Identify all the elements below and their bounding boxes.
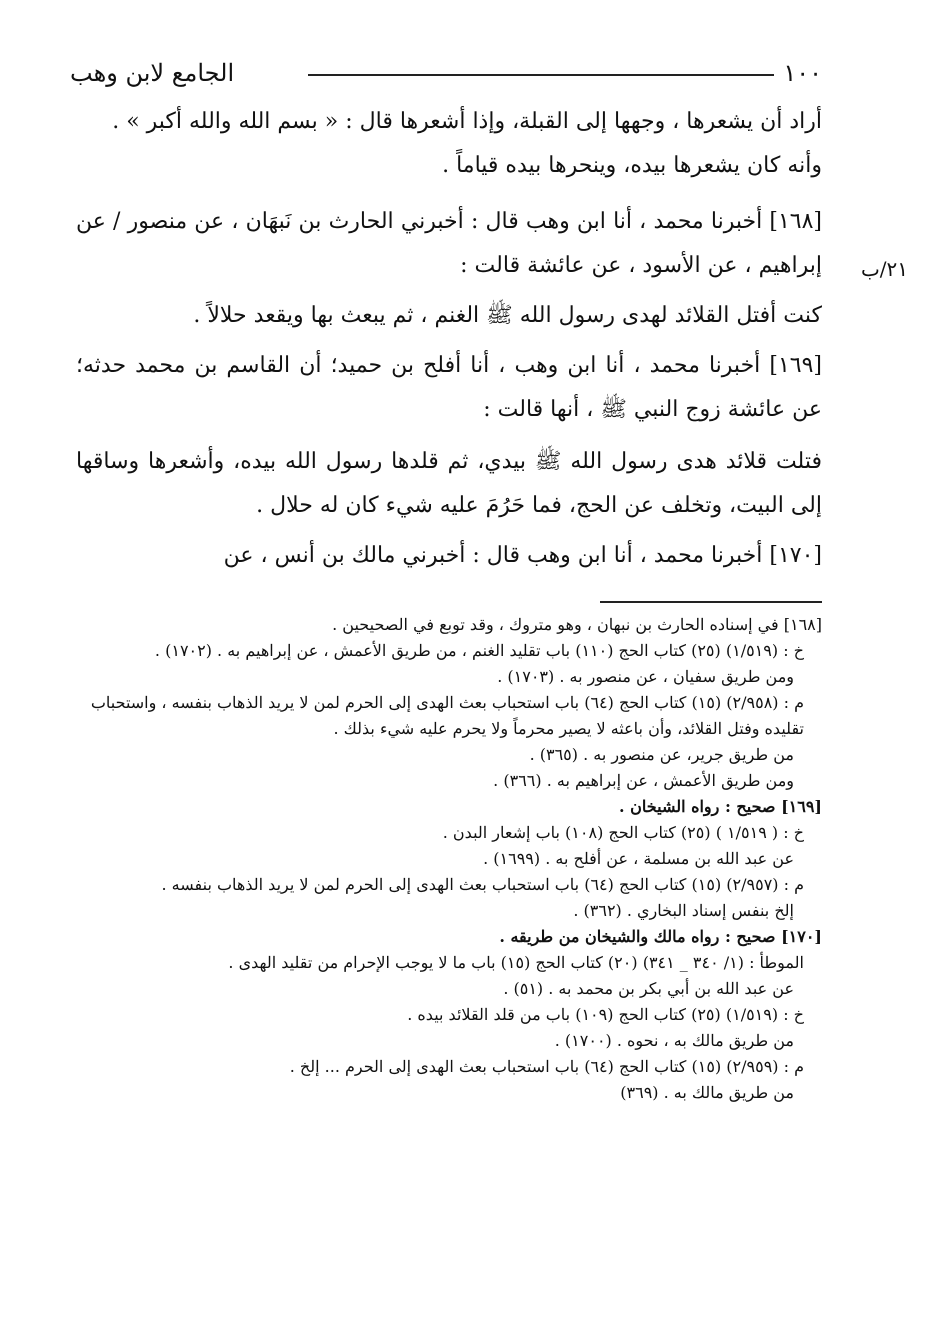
footnotes (76, 612, 822, 1106)
isnad-170: [١٧٠] أخبرنا محمد ، أنا ابن وهب قال : أخبرني مالك بن أنس ، عن (223, 543, 822, 568)
footnote-line: من طريق مالك به . (٣٦٩) (620, 1083, 794, 1102)
text-line: أراد أن يشعرها ، وجهها إلى القبلة، وإذا أشعرها قال : « بسم الله والله أكبر » . (112, 109, 822, 134)
matn-168 (76, 294, 822, 338)
footnote-line: الموطأ : (١/ ٣٤٠ _ ٣٤١) (٢٠) كتاب الحج (١٥) باب ما لا يوجب الإحرام من تقليد الهدى . (228, 953, 804, 972)
margin-folio-note: ٢١/ب (860, 257, 908, 281)
isnad-169: [١٦٩] أخبرنا محمد ، أنا ابن وهب ، أنا أفلح بن حميد؛ أن القاسم بن محمد حدثه؛ عن عائشة زوج النبي ﷺ ، أنها قالت : (76, 353, 822, 422)
hadith-168 (76, 200, 822, 288)
footnote-line: إلخ بنفس إسناد البخاري . (٣٦٢) . (573, 901, 794, 920)
paragraph (76, 100, 822, 188)
footnote-line: عن عبد الله بن مسلمة ، عن أفلح به . (١٦٩٩) . (483, 849, 794, 868)
hadith-170 (76, 534, 822, 578)
footnote-rule (600, 601, 822, 603)
footnote-170-head: [١٧٠] صحيح : رواه مالك والشيخان من طريقه . (499, 927, 822, 946)
footnote-line: م : (٢/٩٥٧) (١٥) كتاب الحج (٦٤) باب استحباب بعث الهدى إلى الحرم لمن لا يريد الذهاب بنفسه . (161, 875, 804, 894)
footnote-line: ومن طريق سفيان ، عن منصور به . (١٧٠٣) . (497, 667, 794, 686)
matn-169 (76, 440, 822, 528)
footnote-168-head: [١٦٨] في إسناده الحارث بن نبهان ، وهو متروك ، وقد توبع في الصحيحين . (332, 615, 822, 634)
matn-text: كنت أفتل القلائد لهدى رسول الله ﷺ الغنم ، ثم يبعث بها ويقعد حلالاً . (193, 303, 822, 328)
footnote-line: م : (٢/٩٥٨) (١٥) كتاب الحج (٦٤) باب استحباب بعث الهدى إلى الحرم لمن لا يريد الذهاب بنفسه ، واستحباب تقليده وفتل القلائد، وأن باعثه لا يصير محرماً ولا يحرم عليه شيء بذلك . (90, 693, 804, 738)
matn-text: فتلت قلائد هدى رسول الله ﷺ بيدي، ثم قلدها رسول الله بيده، وأشعرها وساقها إلى البيت، وتخلف عن الحج، فما حَرُمَ عليه شيء كان له حلال . (76, 449, 822, 518)
page-number: ١٠٠ (783, 59, 822, 87)
header-rule (308, 74, 774, 76)
main-text (76, 100, 822, 578)
footnote-line: خ : (١/٥١٩) (٢٥) كتاب الحج (١١٠) باب تقليد الغنم ، من طريق الأعمش ، عن إبراهيم به . (١٧٠٢) . (154, 641, 804, 660)
footnote-line: ومن طريق الأعمش ، عن إبراهيم به . (٣٦٦) . (493, 771, 794, 790)
footnote-line: خ : (١/٥١٩) (٢٥) كتاب الحج (١٠٩) باب من قلد القلائد بيده . (407, 1005, 804, 1024)
footnote-line: من طريق جرير، عن منصور به . (٣٦٥) . (529, 745, 794, 764)
footnote-169-head: [١٦٩] صحيح : رواه الشيخان . (619, 797, 822, 816)
hadith-169 (76, 344, 822, 432)
footnote-line: من طريق مالك به ، نحوه . (١٧٠٠) . (554, 1031, 794, 1050)
footnote-line: خ : ( ١/٥١٩ ) (٢٥) كتاب الحج (١٠٨) باب إشعار البدن . (442, 823, 804, 842)
text-line: وأنه كان يشعرها بيده، وينحرها بيده قياماً . (442, 153, 822, 178)
isnad-168: [١٦٨] أخبرنا محمد ، أنا ابن وهب قال : أخبرني الحارث بن نَبهَان ، عن منصور / عن إبراهيم ، عن الأسود ، عن عائشة قالت : (76, 209, 822, 278)
running-title: الجامع لابن وهب (70, 59, 235, 87)
footnote-line: م : (٢/٩٥٩) (١٥) كتاب الحج (٦٤) باب استحباب بعث الهدى إلى الحرم ... إلخ . (289, 1057, 804, 1076)
running-header (70, 56, 822, 90)
footnote-line: عن عبد الله بن أبي بكر بن محمد به . (٥١) . (503, 979, 794, 998)
